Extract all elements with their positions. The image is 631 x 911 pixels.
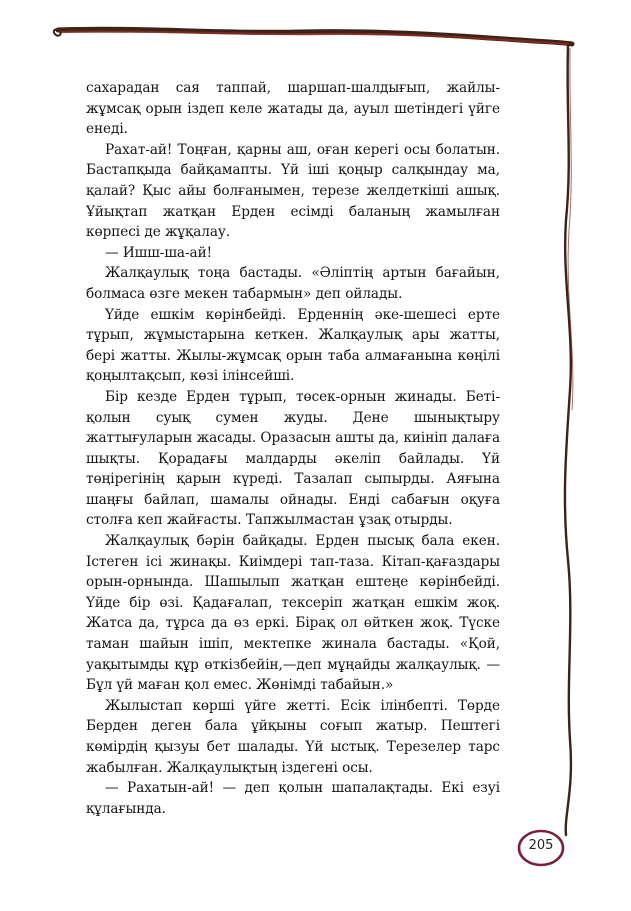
paragraph: Рахат-ай! Тоңған, қарны аш, оған керегі осы болатын. Бастапқыда байқамапты. Үй іші қоңыр салқындау ма, қалай? Қыс айы болғанымен, терезе желдеткіші ашық. Ұйықтап жатқан Ерден есімді баланың жамылған көрпесі де жұқалау. [86, 141, 500, 241]
paragraph: Жалқаулық тоңа бастады. «Әліптің артын бағайын, болмаса өзге мекен табармын» деп ойлады. [86, 265, 500, 302]
right-border-stroke [565, 46, 571, 835]
paragraph: Жалқаулық бәрін байқады. Ерден пысық бала екен. Істеген ісі жинақы. Киімдері тап-таза. Кітап-қағаздары орын-орнында. Шашылып жатқан ештеңе көрінбейді. Үйде бір өзі. Қадағалап, тексеріп жатқан ешкім жоқ. Жатса да, тұрса да өз еркі. Бірақ ол өйткен жоқ. Түске таман шайын ішіп, мектепке жинала бастады. «Қой, уақытымды құр өткізбейін,—деп мұңайды жалқаулық. — Бұл үй маған қол емес. Жөнімді табайын.» [86, 533, 500, 694]
story-text [86, 78, 500, 819]
paragraph: сахарадан сая таппай, шаршап-шалдығып, жайлы-жұмсақ орын іздеп келе жатады да, ауыл шетіндегі үйге енеді. [86, 80, 500, 138]
paragraph: — Ишш-ша-ай! [105, 244, 213, 261]
page-number: 205 [528, 838, 554, 853]
paragraph: Жылыстап көрші үйге жетті. Есік ілінбепті. Төрде Берден деген бала ұйқыны соғып жатыр. Пештегі көмірдің қызуы бет шалады. Үй ыстық. Терезелер тарс жабылған. Жалқаулықтың іздегені осы. [86, 697, 500, 776]
paragraph: Бір кезде Ерден тұрып, төсек-орнын жинады. Беті-қолын суық сумен жуды. Дене шынықтыру жаттығуларын жасады. Оразасын ашты да, киініп далаға шықты. Қорадағы малдарды әкеліп байлады. Үй төңірегінің қарын күреді. Тазалап сыпырды. Аяғына шаңғы байлап, шамалы ойнады. Енді сабағын оқуға столға кеп жайғасты. Тапжылмастан ұзақ отырды. [86, 388, 500, 529]
paragraph: Үйде ешкім көрінбейді. Ерденнің әке-шешесі ерте тұрып, жұмыстарына кеткен. Жалқаулық ары жатты, бері жатты. Жылы-жұмсақ орын таба алмағанына көңілі қоңылтақсып, көзі ілінсейші. [86, 306, 500, 385]
paragraph: — Рахатын-ай! — деп қолын шапалақтады. Екі езуі құлағында. [86, 780, 500, 817]
